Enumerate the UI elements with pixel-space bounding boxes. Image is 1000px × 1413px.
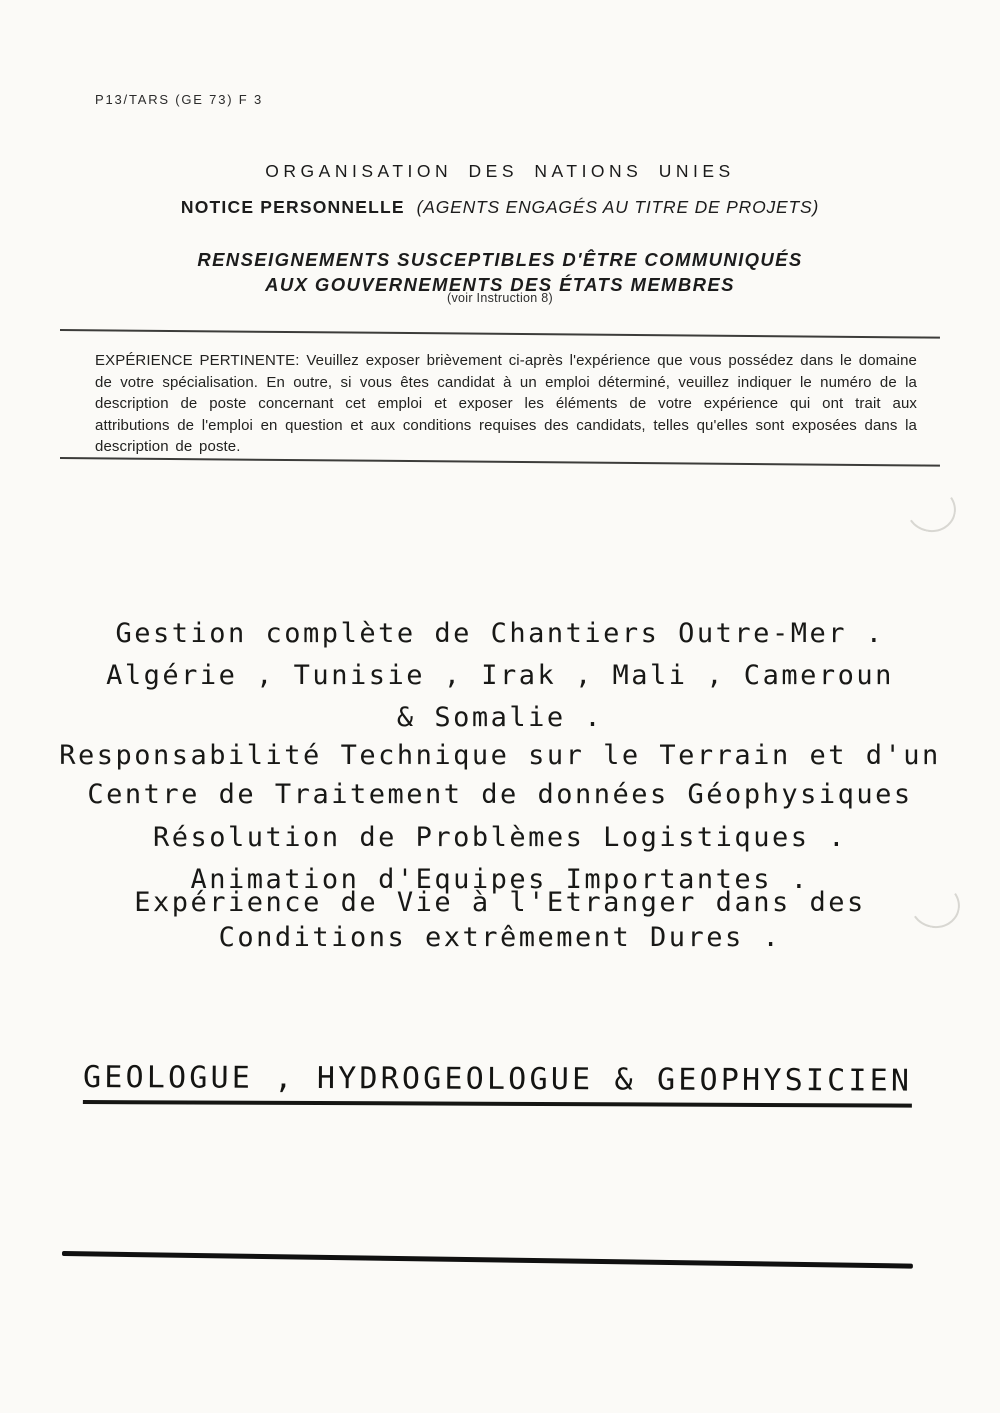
experience-line: Résolution de Problèmes Logistiques .	[153, 822, 847, 853]
experience-line: Gestion complète de Chantiers Outre-Mer .	[115, 618, 885, 649]
experience-line: Responsabilité Technique sur le Terrain et d'un	[59, 740, 941, 771]
profession-title	[83, 1060, 912, 1099]
profession-title-text: GEOLOGUE , HYDROGEOLOGUE & GEOPHYSICIEN	[83, 1060, 912, 1108]
subtitle-line-2: AUX GOUVERNEMENTS DES ÉTATS MEMBRES	[265, 274, 735, 295]
form-subtitle	[0, 247, 1000, 297]
organization-title: ORGANISATION DES NATIONS UNIES	[265, 161, 735, 181]
divider-mid	[60, 457, 940, 467]
form-code: P13/TARS (GE 73) F 3	[95, 92, 263, 107]
experience-line: & Somalie .	[396, 702, 604, 733]
experience-line: Animation d'Equipes Importantes .	[190, 864, 810, 895]
subtitle-note: (voir Instruction 8)	[446, 291, 554, 305]
experience-line: Centre de Traitement de données Géophysiques	[87, 779, 913, 810]
subtitle-line-1: RENSEIGNEMENTS SUSCEPTIBLES D'ÊTRE COMMUNIQUÉS	[197, 249, 803, 270]
experience-line: Conditions extrêmement Dures .	[218, 922, 782, 953]
form-name: NOTICE PERSONNELLE	[180, 197, 405, 217]
instructions-paragraph: EXPÉRIENCE PERTINENTE: Veuillez exposer brièvement ci-après l'expérience que vous possédez dans le domaine de votre spécialisation. En outre, si vous êtes candidat à un emploi déterminé, veuillez indiquer le numéro de la description de poste concernant cet emploi et exposer les éléments de votre expérience qui ont trait aux attributions de l'emploi en question et aux conditions requises des candidats, telles qu'elles sont exposées dans la description de poste.	[95, 352, 917, 455]
experience-line: Expérience de Vie à l'Etranger dans des	[134, 887, 866, 918]
scan-artifact	[902, 481, 960, 536]
divider-bottom	[62, 1251, 913, 1269]
experience-line: Algérie , Tunisie , Irak , Mali , Cameroun	[106, 660, 894, 691]
form-name-qualifier: (AGENTS ENGAGÉS AU TITRE DE PROJETS)	[416, 197, 820, 217]
divider-top	[60, 329, 940, 339]
form-title-line	[0, 197, 1000, 218]
